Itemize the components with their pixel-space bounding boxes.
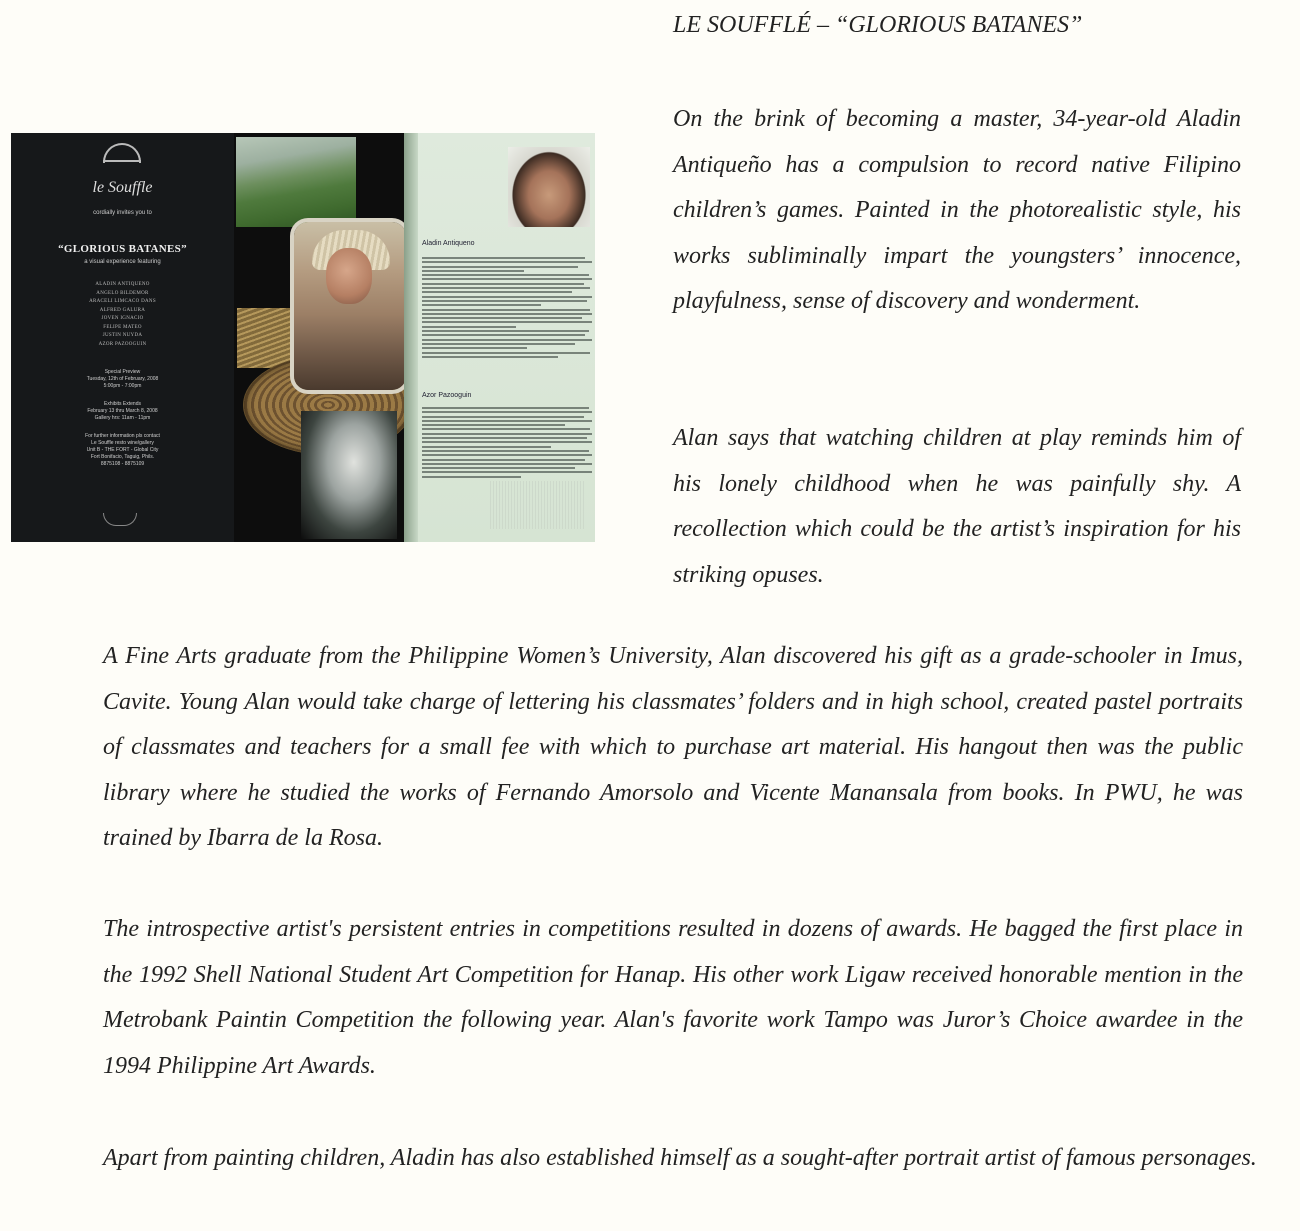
bio-name: Azor Pazooguin [422,392,472,399]
brochure-preview-info [11,369,234,390]
artist-name: ARACELI LIMCACO DANS [89,299,156,304]
info-line: 5:00pm - 7:00pm [103,383,142,389]
artist-name: JOVEN IGNACIO [101,316,144,321]
fold-mark [103,513,137,526]
brochure-stamp [490,481,586,529]
painting-face [326,248,372,304]
info-line: Fort Bonifacio, Taguig, Phils. [90,454,155,460]
arch-logo-base [103,160,141,162]
brochure-logo: le Souffle [92,179,153,196]
info-line: Unit B - THE FORT - Global City [86,447,159,453]
paragraph-portraits: Apart from painting children, Aladin has also established himself as a sought-after portrait artist of famous personages. [103,1145,1257,1171]
brochure-artist-list [11,281,234,349]
info-line: Le Souffle resto wine/gallery [91,440,154,446]
brochure-subtitle: a visual experience featuring [84,259,161,265]
artist-name: FELIPE MATEO [103,324,142,330]
brochure-exhibit-info [11,401,234,422]
bio-name: Aladin Antiqueno [422,240,475,247]
brochure-spine [404,133,418,542]
artist-name: ANGELO BILDEMOR [96,290,149,296]
info-line: Exhibits Extends [104,401,141,407]
brochure-contact-info [11,433,234,468]
info-line: 8875108 - 8875109 [100,461,145,467]
landscape-image [236,137,356,227]
brochure-show-title: “GLORIOUS BATANES” [58,243,187,255]
artist-name: AZOR PAZOOGUIN [98,341,147,347]
brochure-invites: cordially invites you to [93,210,152,216]
paragraph-intro: On the brink of becoming a master, 34-year-old Aladin Antiqueño has a compulsion to record native Filipino children’s games. Painted in the photorealistic style, his works subliminally impart the youngsters’ innocence, playfulness, sense of discovery and wonderment. [673,106,1241,314]
info-line: For further information pls contact [85,433,160,439]
artist-name: ALFRED GALURA [99,307,146,313]
artist-name: ALADIN ANTIQUENO [95,282,150,287]
bio-text-lines [422,257,592,360]
bio-text-lines [422,407,592,480]
paragraph-education: A Fine Arts graduate from the Philippine Women’s University, Alan discovered his gift as a grade-schooler in Imus, Cavite. Young Alan would take charge of lettering his classmates’ folders and in high school, created pastel portraits of classmates and teachers for a small fee with which to purchase art material. His hangout then was the public library where he studied the works of Fernando Amorsolo and Vicente Manansala from books. In PWU, he was trained by Ibarra de la Rosa. [103,643,1243,851]
info-line: Special Preview [104,369,141,375]
child-portrait-painting [294,222,406,390]
paragraph-awards: The introspective artist's persistent entries in competitions resulted in dozens of awards. He bagged the first place in the 1992 Shell National Student Art Competition for Hanap. His other work Ligaw received honorable mention in the Metrobank Paintin Competition the following year. Alan's favorite work Tampo was Juror’s Choice awardee in the 1994 Philippine Art Awards. [103,916,1243,1079]
info-line: Gallery hrs: 11am - 11pm [94,415,151,421]
artist-name: JUSTIN NUYDA [102,333,143,338]
artist-headshot [508,147,590,227]
info-line: Tuesday, 12th of February, 2008 [86,376,159,382]
paragraph-childhood: Alan says that watching children at play reminds him of his lonely childhood when he was painfully shy. A recollection which could be the artist’s inspiration for his striking opuses. [673,425,1241,588]
info-line: February 13 thru March 8, 2008 [87,408,158,414]
brochure-photo [11,133,595,542]
sculpture-image [301,411,397,539]
article-title: LE SOUFFLÉ – “GLORIOUS BATANES” [673,12,1083,38]
brochure-cover [11,133,234,542]
